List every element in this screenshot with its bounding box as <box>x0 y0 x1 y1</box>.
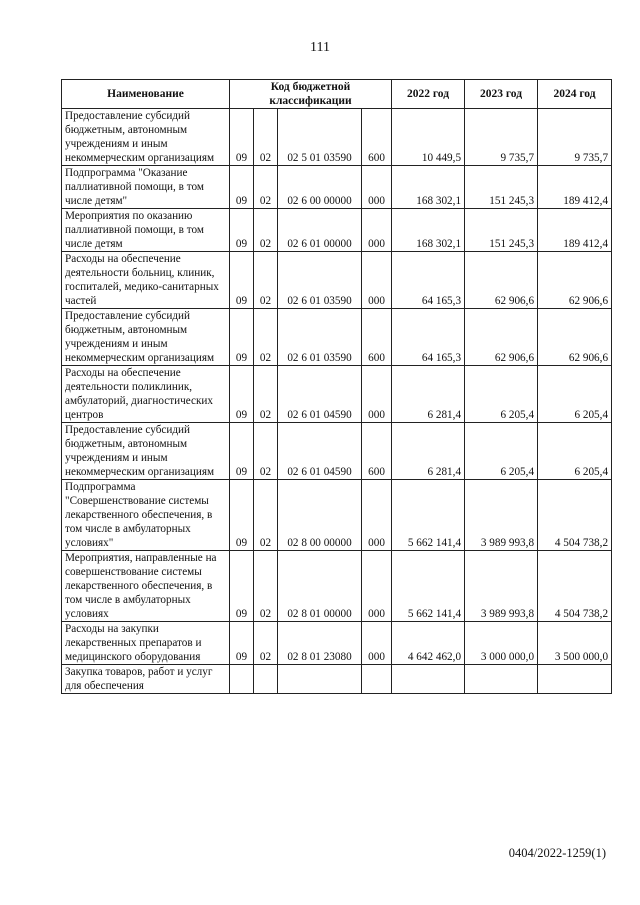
row-target-article: 02 8 01 00000 <box>278 551 362 622</box>
row-value-2023: 151 245,3 <box>465 166 538 209</box>
row-subsection: 02 <box>254 480 278 551</box>
row-value-2022: 168 302,1 <box>392 166 465 209</box>
row-value-2023: 3 989 993,8 <box>465 551 538 622</box>
row-target-article: 02 6 00 00000 <box>278 166 362 209</box>
row-value-2022 <box>392 665 465 694</box>
table-row <box>62 423 612 480</box>
row-value-2023: 151 245,3 <box>465 209 538 252</box>
row-subsection: 02 <box>254 309 278 366</box>
table-row <box>62 166 612 209</box>
row-expense-type: 000 <box>362 480 392 551</box>
budget-table <box>61 79 612 694</box>
row-value-2024: 4 504 738,2 <box>538 551 612 622</box>
row-expense-type: 600 <box>362 309 392 366</box>
row-target-article <box>278 665 362 694</box>
row-section: 09 <box>230 109 254 166</box>
row-name: Подпрограмма "Оказание паллиативной помощи, в том числе детям" <box>62 166 230 209</box>
table-row <box>62 209 612 252</box>
row-expense-type: 000 <box>362 366 392 423</box>
row-value-2024: 62 906,6 <box>538 252 612 309</box>
row-value-2022: 6 281,4 <box>392 423 465 480</box>
document-code: 0404/2022-1259(1) <box>508 846 606 860</box>
table-header-row <box>62 80 612 109</box>
row-value-2024: 6 205,4 <box>538 366 612 423</box>
row-value-2022: 64 165,3 <box>392 309 465 366</box>
row-value-2022: 4 642 462,0 <box>392 622 465 665</box>
table-row <box>62 665 612 694</box>
row-section <box>230 665 254 694</box>
row-section: 09 <box>230 551 254 622</box>
row-subsection <box>254 665 278 694</box>
row-name: Расходы на закупки лекарственных препаратов и медицинского оборудования <box>62 622 230 665</box>
row-value-2023: 3 000 000,0 <box>465 622 538 665</box>
header-2023: 2023 год <box>465 80 538 109</box>
header-code: Код бюджетной классификации <box>230 80 392 109</box>
row-name: Предоставление субсидий бюджетным, автономным учреждениям и иным некоммерческим организациям <box>62 423 230 480</box>
table-row <box>62 622 612 665</box>
row-target-article: 02 6 01 04590 <box>278 423 362 480</box>
row-section: 09 <box>230 209 254 252</box>
row-name: Закупка товаров, работ и услуг для обеспечения <box>62 665 230 694</box>
row-value-2024: 6 205,4 <box>538 423 612 480</box>
row-expense-type: 000 <box>362 622 392 665</box>
row-value-2024: 189 412,4 <box>538 209 612 252</box>
page-number: 111 <box>310 40 330 55</box>
row-target-article: 02 6 01 03590 <box>278 309 362 366</box>
row-value-2024: 62 906,6 <box>538 309 612 366</box>
row-value-2024 <box>538 665 612 694</box>
header-2024: 2024 год <box>538 80 612 109</box>
table-row <box>62 551 612 622</box>
row-target-article: 02 5 01 03590 <box>278 109 362 166</box>
row-name: Подпрограмма "Совершенствование системы лекарственного обеспечения, в том числе в амбулаторных условиях" <box>62 480 230 551</box>
row-subsection: 02 <box>254 166 278 209</box>
row-value-2022: 64 165,3 <box>392 252 465 309</box>
row-target-article: 02 8 01 23080 <box>278 622 362 665</box>
row-section: 09 <box>230 423 254 480</box>
row-value-2023: 3 989 993,8 <box>465 480 538 551</box>
row-subsection: 02 <box>254 209 278 252</box>
table-row <box>62 366 612 423</box>
row-value-2023: 6 205,4 <box>465 366 538 423</box>
table-row <box>62 309 612 366</box>
row-subsection: 02 <box>254 423 278 480</box>
row-section: 09 <box>230 480 254 551</box>
row-name: Расходы на обеспечение деятельности больниц, клиник, госпиталей, медико-санитарных частей <box>62 252 230 309</box>
row-value-2022: 10 449,5 <box>392 109 465 166</box>
row-value-2022: 5 662 141,4 <box>392 480 465 551</box>
row-expense-type: 600 <box>362 109 392 166</box>
row-value-2022: 168 302,1 <box>392 209 465 252</box>
row-subsection: 02 <box>254 366 278 423</box>
row-name: Расходы на обеспечение деятельности поликлиник, амбулаторий, диагностических центров <box>62 366 230 423</box>
row-value-2024: 4 504 738,2 <box>538 480 612 551</box>
row-value-2022: 6 281,4 <box>392 366 465 423</box>
row-expense-type: 000 <box>362 209 392 252</box>
row-value-2024: 189 412,4 <box>538 166 612 209</box>
row-expense-type: 600 <box>362 423 392 480</box>
row-expense-type: 000 <box>362 252 392 309</box>
row-name: Предоставление субсидий бюджетным, автономным учреждениям и иным некоммерческим организациям <box>62 309 230 366</box>
row-target-article: 02 6 01 04590 <box>278 366 362 423</box>
table-row <box>62 480 612 551</box>
row-value-2023: 6 205,4 <box>465 423 538 480</box>
header-name: Наименование <box>62 80 230 109</box>
row-expense-type: 000 <box>362 166 392 209</box>
header-2022: 2022 год <box>392 80 465 109</box>
row-value-2023: 9 735,7 <box>465 109 538 166</box>
row-subsection: 02 <box>254 551 278 622</box>
row-target-article: 02 6 01 00000 <box>278 209 362 252</box>
row-value-2023: 62 906,6 <box>465 309 538 366</box>
row-target-article: 02 8 00 00000 <box>278 480 362 551</box>
row-section: 09 <box>230 622 254 665</box>
row-value-2024: 9 735,7 <box>538 109 612 166</box>
row-value-2023: 62 906,6 <box>465 252 538 309</box>
table-row <box>62 109 612 166</box>
row-name: Предоставление субсидий бюджетным, автономным учреждениям и иным некоммерческим организациям <box>62 109 230 166</box>
row-subsection: 02 <box>254 252 278 309</box>
row-name: Мероприятия по оказанию паллиативной помощи, в том числе детям <box>62 209 230 252</box>
row-target-article: 02 6 01 03590 <box>278 252 362 309</box>
row-section: 09 <box>230 166 254 209</box>
row-name: Мероприятия, направленные на совершенствование системы лекарственного обеспечения, в том числе в амбулаторных условиях <box>62 551 230 622</box>
row-expense-type: 000 <box>362 551 392 622</box>
row-subsection: 02 <box>254 622 278 665</box>
row-value-2024: 3 500 000,0 <box>538 622 612 665</box>
row-value-2023 <box>465 665 538 694</box>
row-value-2022: 5 662 141,4 <box>392 551 465 622</box>
table-row <box>62 252 612 309</box>
row-section: 09 <box>230 252 254 309</box>
row-section: 09 <box>230 309 254 366</box>
row-expense-type <box>362 665 392 694</box>
row-section: 09 <box>230 366 254 423</box>
row-subsection: 02 <box>254 109 278 166</box>
